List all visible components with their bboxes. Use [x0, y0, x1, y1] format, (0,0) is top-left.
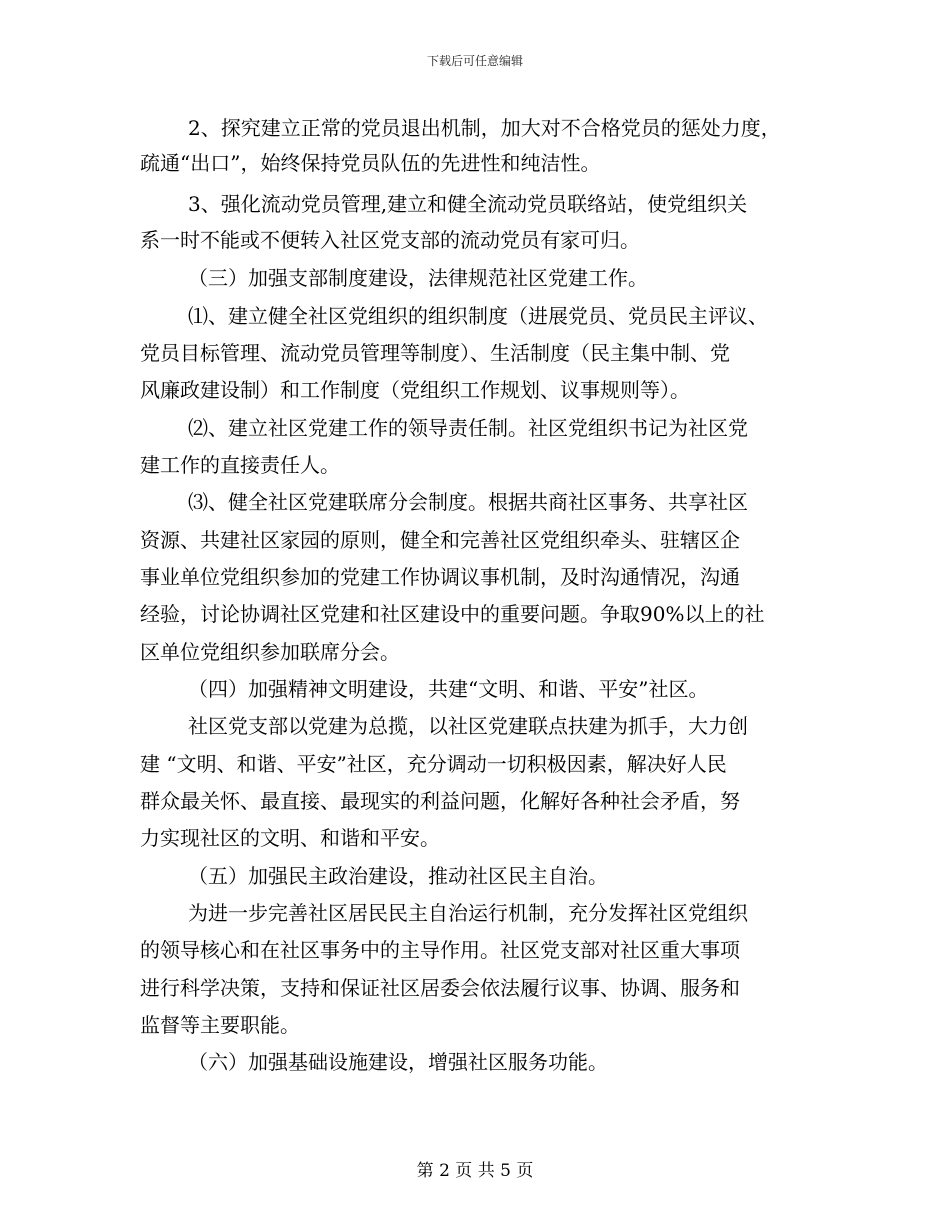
text-line: 社区党支部以党建为总揽，以社区党建联点扶建为抓手，大力创 — [188, 714, 748, 738]
section-heading: （四）加强精神文明建设，共建“文明、和谐、平安”社区。 — [188, 677, 709, 701]
text-line: 区单位党组织参加联席分会。 — [140, 640, 400, 664]
text-line: 经验，讨论协调社区党建和社区建设中的重要问题。争取90%以上的社 — [140, 602, 765, 626]
section-heading: （五）加强民主政治建设，推动社区民主自治。 — [188, 864, 608, 888]
text-line: 事业单位党组织参加的党建工作协调议事机制，及时沟通情况，沟通 — [140, 565, 740, 589]
section-heading: （三）加强支部制度建设，法律规范社区党建工作。 — [188, 266, 648, 290]
text-line: 2、探究建立正常的党员退出机制，加大对不合格党员的惩处力度， — [188, 116, 781, 140]
text-line: 群众最关怀、最直接、最现实的利益问题，化解好各种社会矛盾，努 — [140, 789, 740, 813]
text-line: 力实现社区的文明、和谐和平安。 — [140, 826, 440, 850]
text-line: 进行科学决策，支持和保证社区居委会依法履行议事、协调、服务和 — [140, 976, 740, 1000]
text-line: 3、强化流动党员管理,建立和健全流动党员联络站，使党组织关 — [188, 192, 748, 216]
text-line: ⑶、健全社区党建联席分会制度。根据共商社区事务、共享社区 — [188, 490, 748, 514]
text-line: ⑴、建立健全社区党组织的组织制度（进展党员、党员民主评议、 — [188, 304, 768, 328]
text-line: 疏通“出口”，始终保持党员队伍的先进性和纯洁性。 — [140, 151, 601, 175]
text-line: ⑵、建立社区党建工作的领导责任制。社区党组织书记为社区党 — [188, 416, 748, 440]
text-line: 为进一步完善社区居民民主自治运行机制，充分发挥社区党组织 — [188, 901, 748, 925]
section-heading: （六）加强基础设施建设，增强社区服务功能。 — [188, 1050, 608, 1074]
page-number: 第 2 页 共 5 页 — [416, 1161, 534, 1181]
text-line: 的领导核心和在社区事务中的主导作用。社区党支部对社区重大事项 — [140, 938, 740, 962]
text-line: 监督等主要职能。 — [140, 1013, 300, 1037]
text-line: 资源、共建社区家园的原则，健全和完善社区党组织牵头、驻辖区企 — [140, 528, 740, 552]
header-note: 下载后可任意编辑 — [426, 54, 523, 68]
text-line: 风廉政建设制）和工作制度（党组织工作规划、议事规则等）。 — [140, 378, 690, 402]
text-line: 建工作的直接责任人。 — [140, 453, 340, 477]
text-line: 党员目标管理、流动党员管理等制度）、生活制度（民主集中制、党 — [140, 341, 730, 365]
text-line: 建 “文明、和谐、平安”社区，充分调动一切积极因素，解决好人民 — [140, 752, 727, 776]
text-line: 系一时不能或不便转入社区党支部的流动党员有家可归。 — [140, 228, 640, 252]
